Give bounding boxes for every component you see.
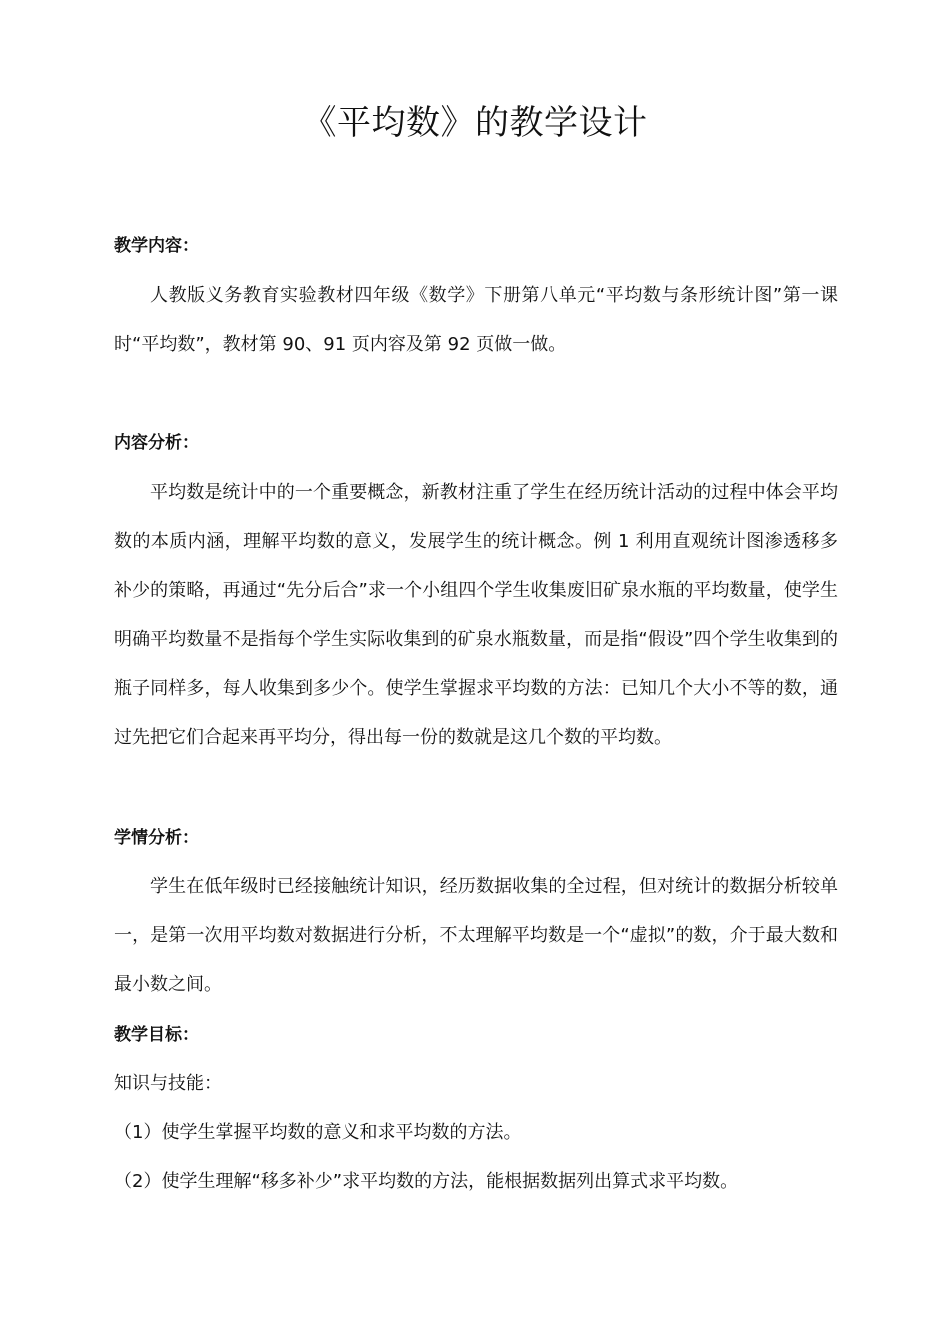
paragraph-content-analysis: 平均数是统计中的一个重要概念，新教材注重了学生在经历统计活动的过程中体会平均数的本质内涵，理解平均数的意义，发展学生的统计概念。例 1 利用直观统计图渗透移多补少的策略，再通过“先分后合”求一个小组四个学生收集废旧矿泉水瓶的平均数量，使学生明确平均数量不是指每个学生实际收集到的矿泉水瓶数量，而是指“假设”四个学生收集到的瓶子同样多，每人收集到多少个。使学生掌握求平均数的方法：已知几个大小不等的数，通过先把它们合起来再平均分，得出每一份的数就是这几个数的平均数。 <box>114 482 838 748</box>
goal-item-1: （1）使学生掌握平均数的意义和求平均数的方法。 <box>114 1122 522 1143</box>
section-heading-content-analysis: 内容分析： <box>114 433 199 453</box>
section-heading-student-analysis: 学情分析： <box>114 828 199 848</box>
goal-item-2: （2）使学生理解“移多补少”求平均数的方法，能根据数据列出算式求平均数。 <box>114 1171 739 1192</box>
section-heading-teaching-goals: 教学目标： <box>114 1025 199 1045</box>
goals-subheading-knowledge-skills: 知识与技能： <box>114 1073 222 1094</box>
paragraph-student-analysis: 学生在低年级时已经接触统计知识，经历数据收集的全过程，但对统计的数据分析较单一，是第一次用平均数对数据进行分析，不太理解平均数是一个“虚拟”的数，介于最大数和最小数之间。 <box>114 876 838 995</box>
document-title: 《平均数》的教学设计 <box>302 103 648 143</box>
paragraph-teaching-content: 人教版义务教育实验教材四年级《数学》下册第八单元“平均数与条形统计图”第一课时“平均数”，教材第 90、91 页内容及第 92 页做一做。 <box>114 285 838 355</box>
section-heading-teaching-content: 教学内容： <box>114 236 199 256</box>
